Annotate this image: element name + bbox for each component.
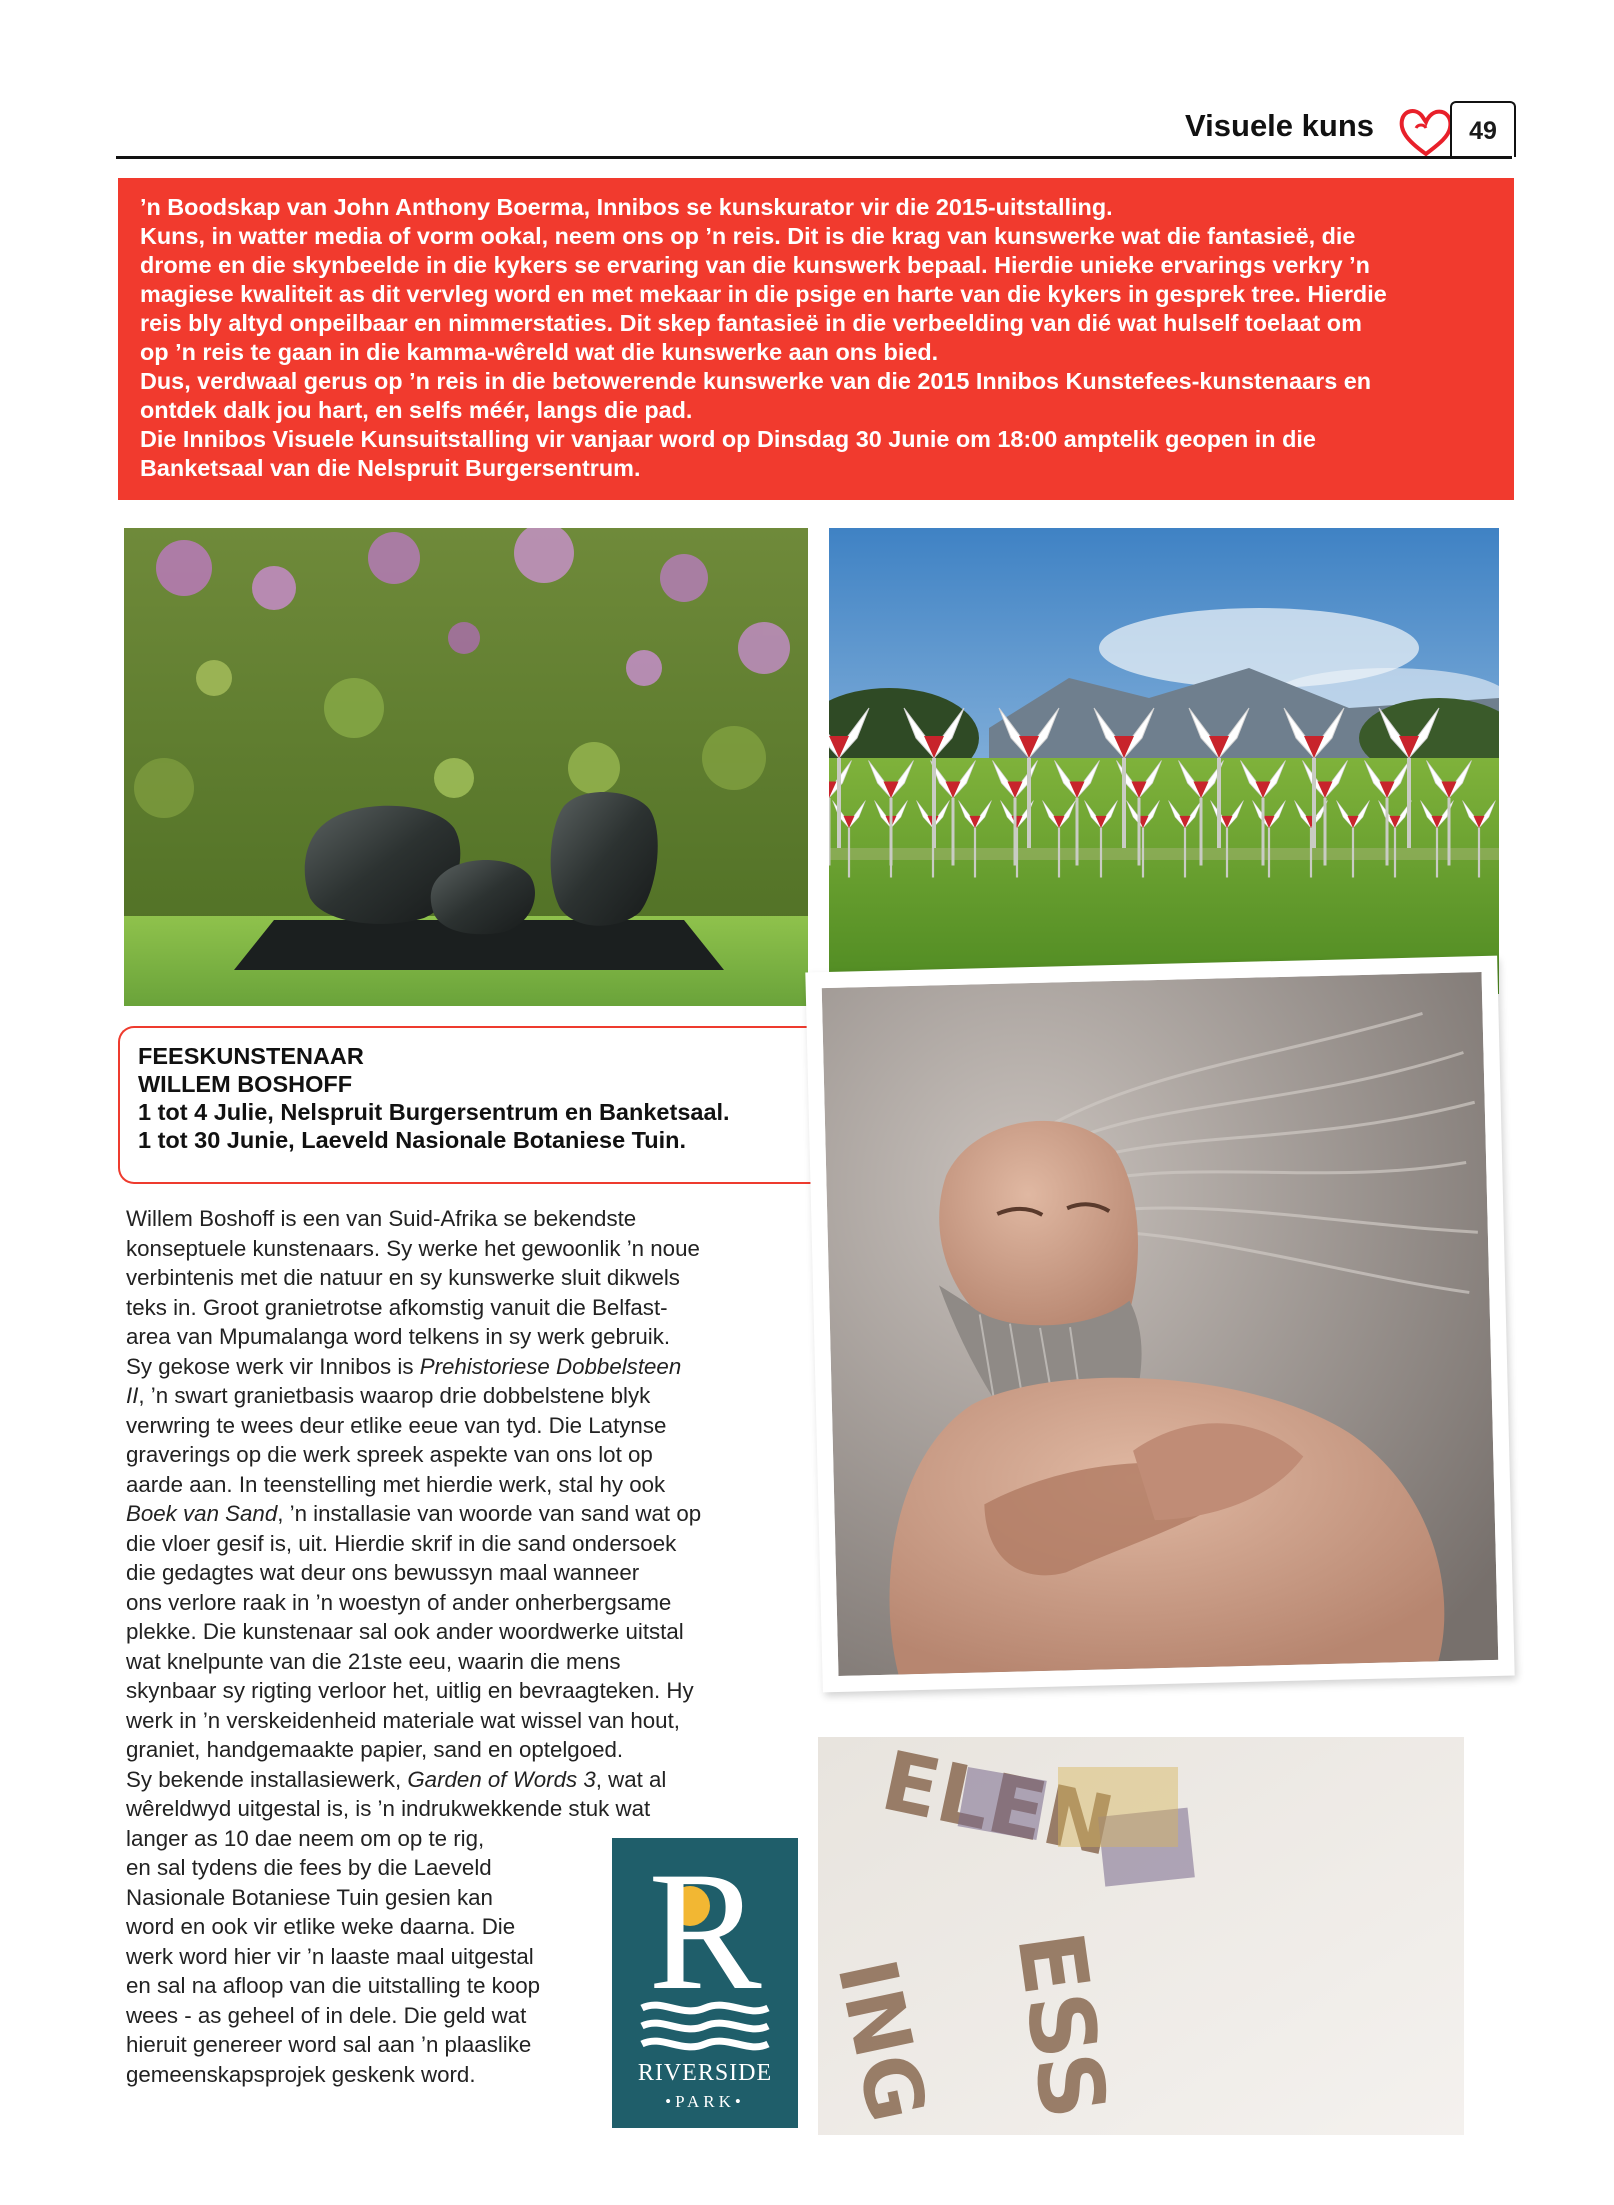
- body-text: , ’n installasie van woorde van sand wat op: [277, 1501, 702, 1526]
- logo-word: RIVERSIDE: [637, 2060, 773, 2086]
- body-text: , wat al: [595, 1766, 667, 1792]
- body-line: konseptuele kunstenaars. Sy werke het gewoonlik ’n noue: [126, 1235, 700, 1261]
- body-line: graniet, handgemaakte papier, sand en optelgoed.: [126, 1737, 624, 1762]
- body-line: werk word hier vir ’n laaste maal uitgestal: [126, 1943, 534, 1969]
- artist-dates-1: 1 tot 4 Julie, Nelspruit Burgersentrum en Banketsaal.: [138, 1099, 730, 1125]
- body-line: en sal tydens die fees by die Laeveld: [126, 1855, 492, 1880]
- body-line: hieruit genereer word sal aan ’n plaaslike: [126, 2032, 532, 2057]
- body-line: gemeenskapsprojek geskenk word.: [126, 2061, 476, 2087]
- body-line: ons verlore raak in ’n woestyn of ander onherbergsame: [126, 1589, 672, 1615]
- intro-line: Kuns, in watter media of vorm ookal, neem ons op ’n reis. Dit is die krag van kunswerke wat die fantasieë, die: [140, 223, 1356, 249]
- body-line: verwring te wees deur etlike eeue van tyd. Die Latynse: [126, 1412, 667, 1438]
- intro-line: magiese kwaliteit as dit vervleg word en met mekaar in die psige en harte van die kykers in gesprek tree. Hierdie: [140, 281, 1387, 307]
- photo-granite-sculpture: [124, 528, 808, 1006]
- logo-letter: R: [648, 1838, 762, 2025]
- body-line: area van Mpumalanga word telkens in sy werk gebruik.: [126, 1324, 671, 1349]
- body-text: , ’n swart granietbasis waarop drie dobbelstene blyk: [138, 1383, 651, 1408]
- body-line: wat knelpunte van die 21ste eeu, waarin die mens: [126, 1648, 621, 1674]
- body-line: [126, 1352, 806, 1382]
- body-line: Nasionale Botaniese Tuin gesien kan: [126, 1884, 493, 1910]
- body-line: verbintenis met die natuur en sy kunswerke sluit dikwels: [126, 1265, 680, 1290]
- body-line: die vloer gesif is, uit. Hierdie skrif in die sand ondersoek: [126, 1530, 677, 1556]
- artist-dates-2: 1 tot 30 Junie, Laeveld Nasionale Botaniese Tuin.: [138, 1127, 687, 1153]
- body-line: [126, 1381, 806, 1411]
- body-line: en sal na afloop van die uitstalling te koop: [126, 1973, 541, 1998]
- body-line: graverings op die werk spreek aspekte van ons lot op: [126, 1442, 653, 1467]
- artist-label: FEESKUNSTENAAR: [138, 1043, 364, 1069]
- page-number: 49: [1450, 101, 1516, 157]
- intro-line: drome en die skynbeelde in die kykers se ervaring van die kunswerk bepaal. Hierdie unieke ervarings verkry ’n: [140, 252, 1370, 278]
- heart-icon: [1396, 102, 1456, 162]
- body-text: Sy bekende installasiewerk,: [126, 1766, 408, 1792]
- intro-line: ontdek dalk jou hart, en selfs méér, langs die pad.: [140, 397, 693, 423]
- intro-box: [118, 178, 1514, 500]
- artist-info: [138, 1042, 730, 1154]
- riverside-park-logo: [612, 1838, 798, 2128]
- artwork-title: II: [126, 1383, 139, 1408]
- intro-line: Banketsaal van die Nelspruit Burgersentrum.: [140, 455, 641, 481]
- intro-line: Die Innibos Visuele Kunsuitstalling vir vanjaar word op Dinsdag 30 Junie om 18:00 amptelik geopen in die: [140, 426, 1316, 452]
- body-line: langer as 10 dae neem om op te rig,: [126, 1825, 485, 1851]
- body-line: wêreldwyd uitgestal is, is ’n indrukwekkende stuk wat: [126, 1796, 651, 1821]
- header-rule: [116, 156, 1512, 159]
- intro-line: ’n Boodskap van John Anthony Boerma, Innibos se kunskurator vir die 2015-uitstalling.: [140, 194, 1113, 220]
- body-line: wees - as geheel of in dele. Die geld wat: [126, 2002, 527, 2028]
- photo-flower-installation: [829, 528, 1499, 994]
- sand-letters-2: ESS: [996, 1925, 1127, 2126]
- body-line: Willem Boshoff is een van Suid-Afrika se bekendste: [126, 1206, 637, 1231]
- body-text: Sy gekose werk vir Innibos is: [126, 1353, 420, 1379]
- intro-line: Dus, verdwaal gerus op ’n reis in die betowerende kunswerke van die 2015 Innibos Kunstefees-kunstenaars en: [140, 368, 1372, 394]
- artwork-title: Prehistoriese Dobbelsteen: [419, 1353, 682, 1379]
- logo-subword: •PARK•: [665, 2092, 745, 2111]
- body-line: plekke. Die kunstenaar sal ook ander woordwerke uitstal: [126, 1619, 684, 1644]
- body-line: aarde aan. In teenstelling met hierdie werk, stal hy ook: [126, 1471, 666, 1497]
- artwork-title: Boek van Sand: [126, 1501, 278, 1526]
- body-line: [126, 1765, 806, 1795]
- body-line: word en ook vir etlike weke daarna. Die: [126, 1914, 516, 1939]
- artist-name: WILLEM BOSHOFF: [138, 1071, 353, 1097]
- photo-sand-words: [818, 1737, 1464, 2135]
- intro-line: op ’n reis te gaan in die kamma-wêreld wat die kunswerke aan ons bied.: [140, 339, 939, 365]
- section-title: Visuele kuns: [1185, 108, 1374, 143]
- intro-line: reis bly altyd onpeilbaar en nimmerstaties. Dit skep fantasieë in die verbeelding van dié wat hulself toelaat om: [140, 310, 1362, 336]
- body-line: skynbaar sy rigting verloor het, uitlig en bevraagteken. Hy: [126, 1678, 694, 1703]
- body-line: die gedagtes wat deur ons bewussyn maal wanneer: [126, 1560, 640, 1585]
- artwork-title: Garden of Words 3: [407, 1766, 596, 1792]
- body-line: werk in ’n verskeidenheid materiale wat wissel van hout,: [126, 1707, 680, 1733]
- sand-letters-3: ING: [819, 1951, 945, 2130]
- photo-artist-portrait: [822, 972, 1499, 1676]
- body-line: teks in. Groot granietrotse afkomstig vanuit die Belfast-: [126, 1294, 668, 1320]
- body-line: [126, 1499, 806, 1529]
